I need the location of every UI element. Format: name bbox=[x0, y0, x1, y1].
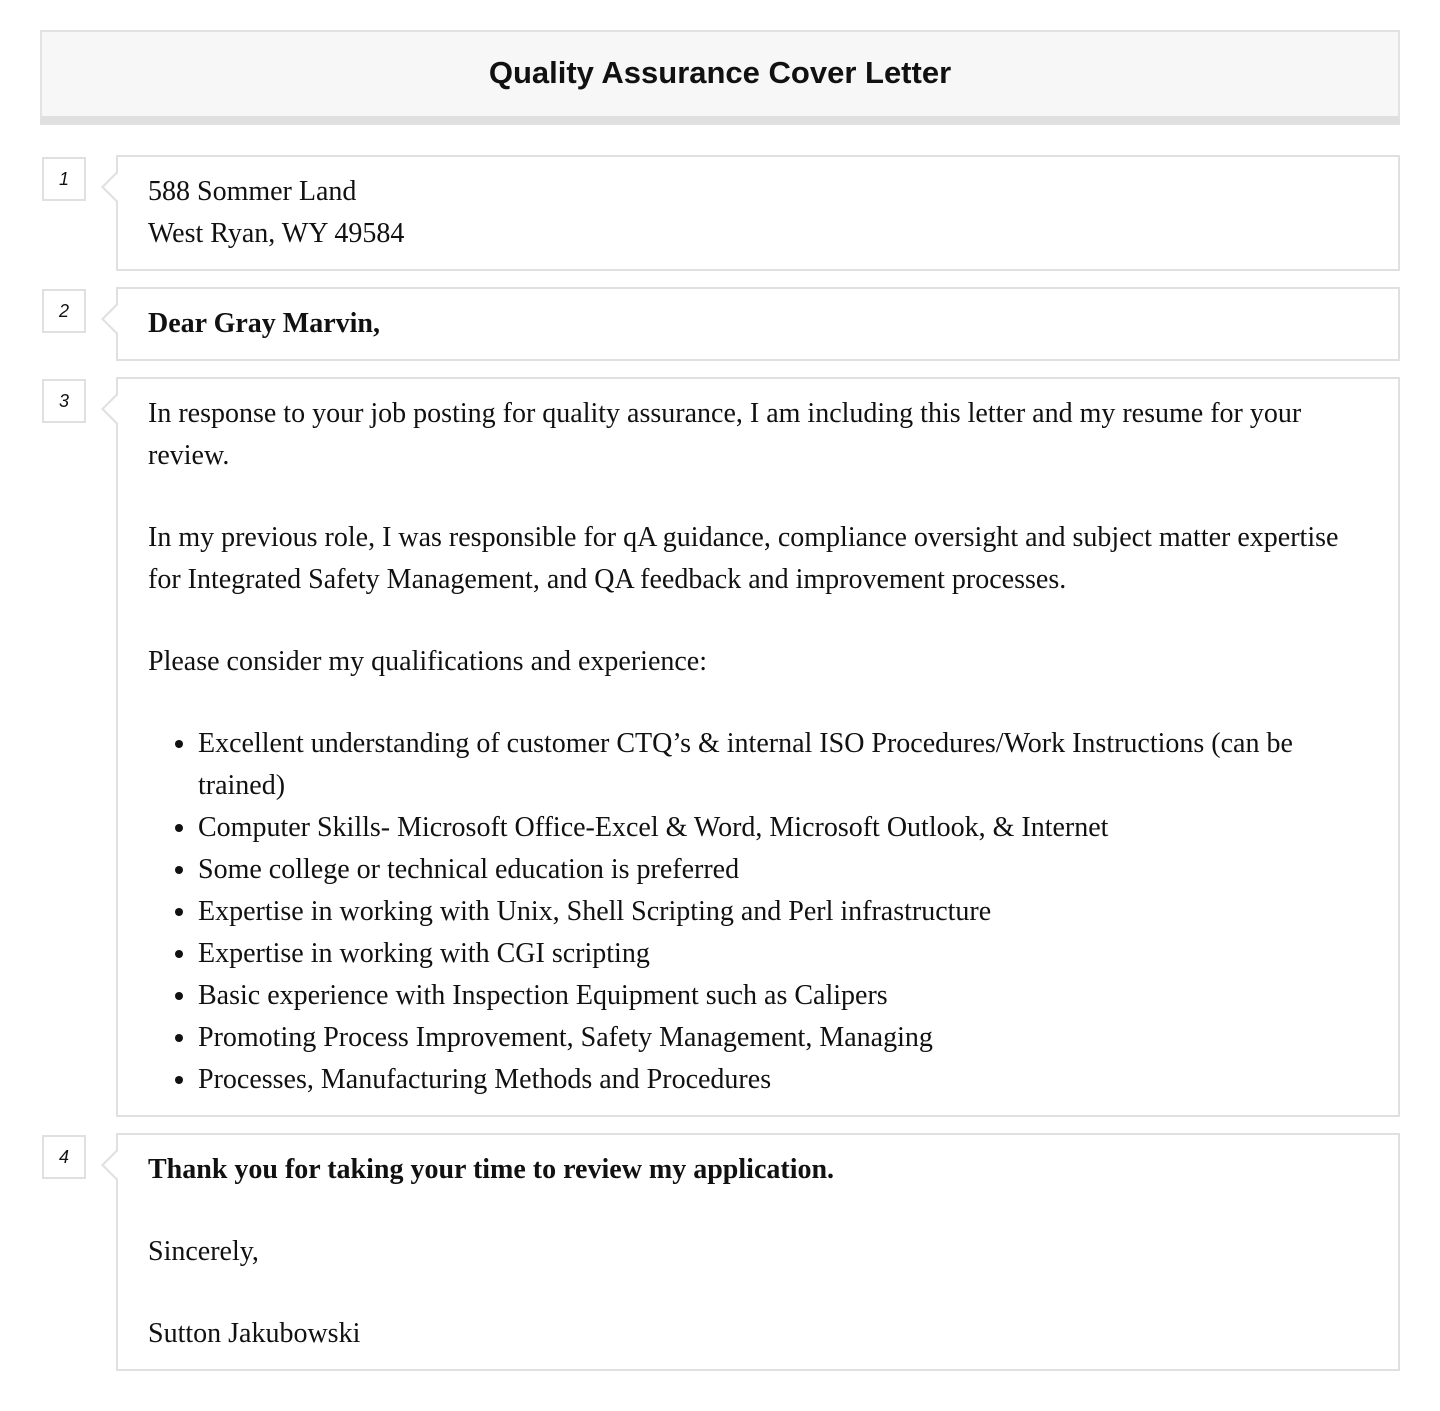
previous-role-paragraph: In my previous role, I was responsible for qA guidance, compliance oversight and subject matter expertise for Integrated Safety Management, and QA feedback and improvement processes. bbox=[148, 522, 1339, 595]
address-line-2: West Ryan, WY 49584 bbox=[148, 218, 405, 249]
list-item: • Computer Skills- Microsoft Office-Excel & Word, Microsoft Outlook, & Internet bbox=[198, 807, 1368, 849]
list-item: • Some college or technical education is preferred bbox=[198, 849, 1368, 891]
intro-paragraph: In response to your job posting for quality assurance, I am including this letter and my resume for your review. bbox=[148, 398, 1302, 471]
list-item: • Processes, Manufacturing Methods and Procedures bbox=[198, 1059, 1368, 1101]
signature-name: Sutton Jakubowski bbox=[148, 1318, 361, 1349]
address-card bbox=[116, 155, 1400, 271]
list-item: • Promoting Process Improvement, Safety Management, Managing bbox=[198, 1017, 1368, 1059]
list-item: • Expertise in working with CGI scripting bbox=[198, 933, 1368, 975]
thank-you-line: Thank you for taking your time to review my application. bbox=[148, 1154, 835, 1185]
address-line-1: 588 Sommer Land bbox=[148, 176, 357, 207]
list-item: • Excellent understanding of customer CTQ’s & internal ISO Procedures/Work Instructions (can be trained) bbox=[198, 723, 1368, 807]
list-item: • Expertise in working with Unix, Shell Scripting and Perl infrastructure bbox=[198, 891, 1368, 933]
section-number: 3 bbox=[42, 379, 86, 423]
section-number: 2 bbox=[42, 289, 86, 333]
document-title: Quality Assurance Cover Letter bbox=[488, 55, 952, 90]
qualifications-lead: Please consider my qualifications and experience: bbox=[148, 646, 708, 677]
body-card bbox=[116, 377, 1400, 1117]
closing-line: Sincerely, bbox=[148, 1236, 259, 1267]
document-header bbox=[40, 30, 1400, 125]
skills-list bbox=[148, 723, 1368, 1101]
salutation-card bbox=[116, 287, 1400, 361]
salutation: Dear Gray Marvin, bbox=[148, 308, 380, 339]
section-number: 1 bbox=[42, 157, 86, 201]
list-item: • Basic experience with Inspection Equipment such as Calipers bbox=[198, 975, 1368, 1017]
section-number: 4 bbox=[42, 1135, 86, 1179]
closing-card bbox=[116, 1133, 1400, 1371]
